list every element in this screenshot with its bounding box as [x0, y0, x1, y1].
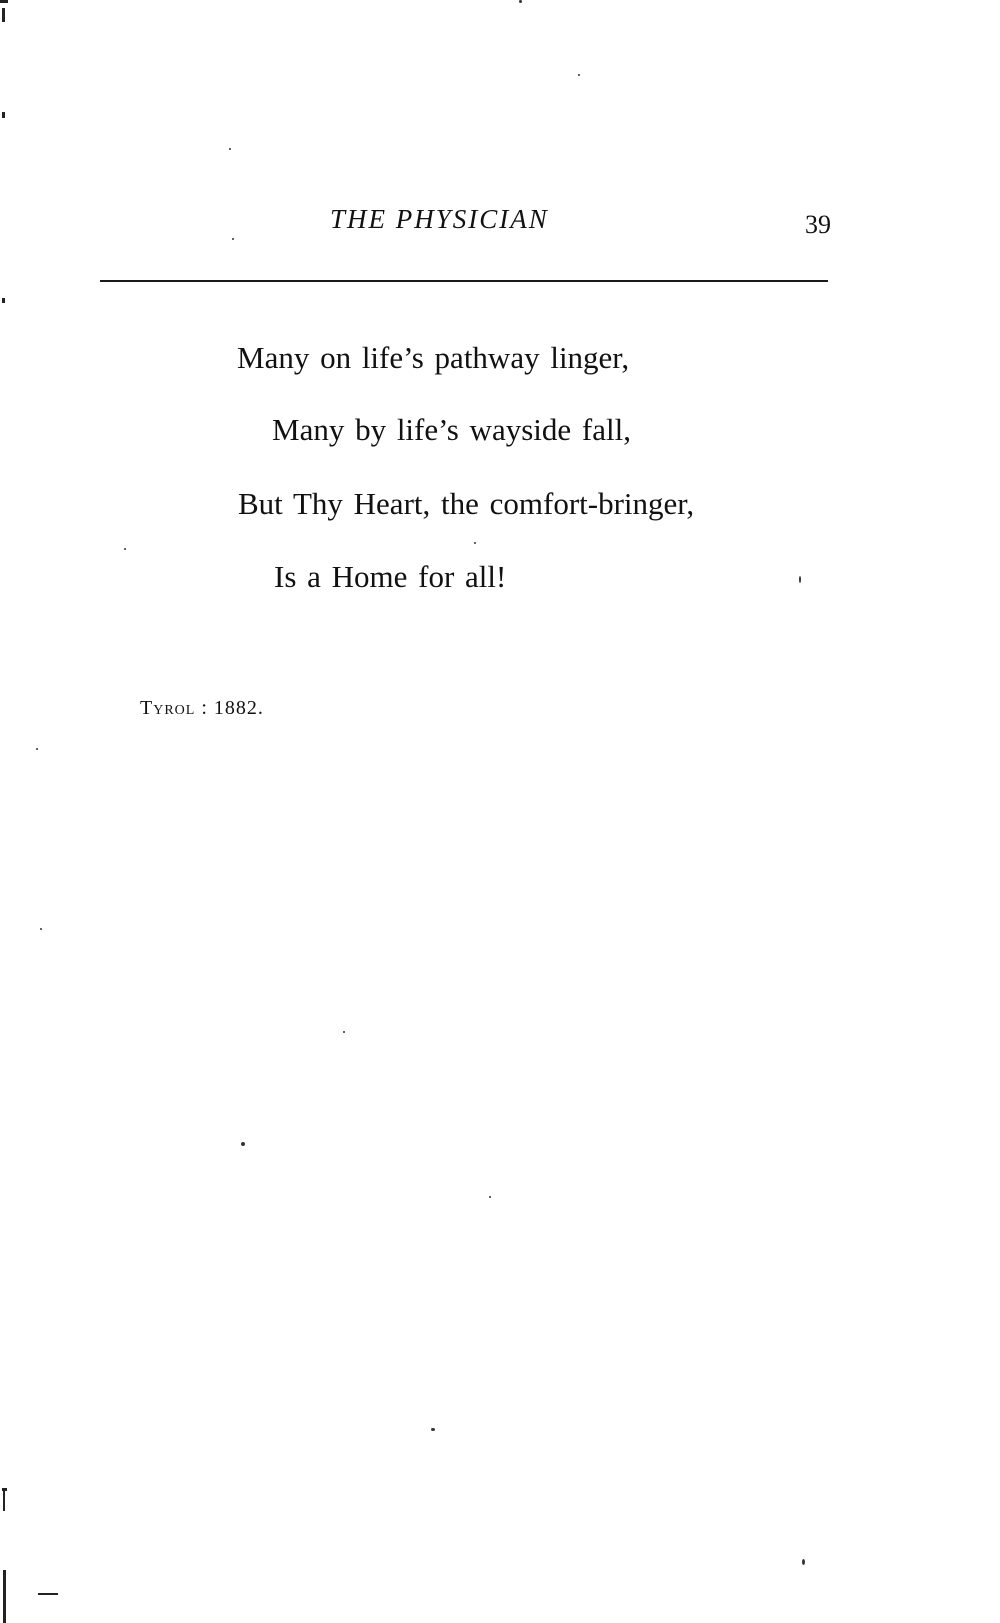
scan-speck — [40, 928, 42, 930]
edge-mark — [0, 0, 8, 3]
edge-mark — [3, 1570, 6, 1623]
verse-line: Many on life’s pathway linger, — [237, 340, 630, 375]
scan-speck — [229, 148, 231, 150]
scan-speck — [799, 576, 801, 583]
scan-speck — [232, 238, 234, 240]
scan-speck — [241, 1142, 245, 1146]
scan-speck — [802, 1559, 805, 1565]
edge-mark — [2, 112, 5, 118]
scan-speck — [124, 548, 126, 550]
running-title: THE PHYSICIAN — [330, 204, 549, 234]
edge-mark — [2, 298, 5, 303]
dateline: Tyrol : 1882. — [140, 697, 264, 719]
scan-speck — [474, 542, 476, 544]
scan-speck — [36, 748, 38, 750]
verse-line: Is a Home for all! — [274, 559, 507, 594]
edge-mark — [3, 1491, 5, 1511]
scan-speck — [489, 1196, 491, 1198]
scan-speck — [343, 1031, 345, 1033]
edge-mark — [2, 8, 5, 22]
scan-speck — [431, 1428, 435, 1431]
scan-speck — [519, 0, 522, 3]
scan-speck — [578, 74, 580, 76]
page-number: 39 — [805, 210, 831, 239]
edge-mark — [38, 1593, 58, 1595]
verse-line: Many by life’s wayside fall, — [272, 412, 631, 447]
verse-line: But Thy Heart, the comfort-bringer, — [238, 486, 695, 521]
header-rule — [100, 280, 828, 282]
